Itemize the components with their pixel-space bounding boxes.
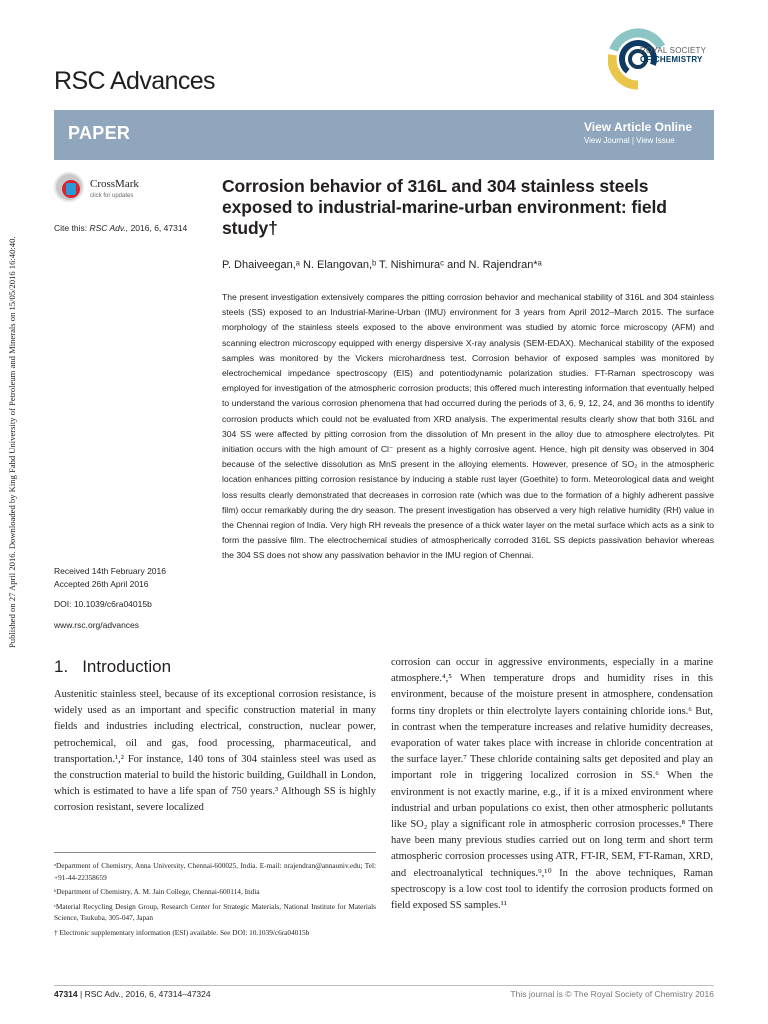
body-text-left: Austenitic stainless steel, because of its exceptional corrosion resistance, is widely used as an important and specific construction material in many fields and industries including electrical, construction, nuclear power, petrochemical, oil and gas, food processing, pharmaceutical, and transportation.¹,² For instance, 140 tons of 304 stainless steel was used as the construction material to build the historic building, Guildhall in London, which is estimated to have a life span of 750 years.³ Although SS is highly corrosion resistant, severe localized <box>54 689 376 814</box>
footer-divider <box>54 985 714 986</box>
section-heading: 1. Introduction <box>54 657 172 676</box>
page-footer-right: This journal is © The Royal Society of Chemistry 2016 <box>510 989 714 999</box>
citation: Cite this: RSC Adv., 2016, 6, 47314 <box>54 223 188 233</box>
journal-url[interactable]: www.rsc.org/advances <box>54 620 140 630</box>
footnote: ᶜMaterial Recycling Design Group, Research Center for Strategic Materials, National Institute for Materials Science, Tsukuba, 305-047, Japan <box>54 901 376 922</box>
footnote: † Electronic supplementary information (ESI) available. See DOI: 10.1039/c6ra04015b <box>54 927 310 937</box>
received-dates: Received 14th February 2016 Accepted 26th April 2016 <box>54 566 166 589</box>
crossmark-sub: click for updates <box>90 193 134 199</box>
body-text-right: corrosion can occur in aggressive environments, especially in a marine atmosphere.⁴,⁵ When temperature drops and humidity rises in this environment, because of the moisture present in atmosphere, condensation forms tiny droplets or thin electrolyte layers containing chloride ions.⁶ But, in contrast when the temperature increases and relative humidity decreases, evaporation of water takes place with increase in chloride concentration at the surface layer.⁷ These chloride containing salts get deposited and play an important role in triggering localized corrosion in SS.⁶ When the environment is not exactly marine, e.g., if it is a mixed environment where industrial and urban populations co exist, then other atmospheric pollutants like SO₂ play a significant role in atmospheric corrosion processes.⁸ There have been many previous studies carried out on long term and short term atmospheric corrosion processes using ATR, FT-IR, SEM, FT-Raman, XRD, and electroanalytical techniques.⁹,¹⁰ In the above techniques, Raman spectroscopy is a low cost tool to identify the corrosion products formed on field exposed SS samples.¹¹ <box>391 657 713 912</box>
article-type-label: PAPER <box>68 123 131 143</box>
journal-title: RSC Advances <box>54 67 215 95</box>
footnote-divider <box>54 852 376 853</box>
view-journal-issue-links[interactable]: View Journal | View Issue <box>583 136 675 145</box>
authors: P. Dhaiveegan,ᵃ N. Elangovan,ᵇ T. Nishimuraᶜ and N. Rajendran*ᵃ <box>222 259 542 271</box>
article-title: Corrosion behavior of 316L and 304 stainless steels exposed to industrial-marine-urban environment: field study† <box>222 176 667 238</box>
footnote: ᵃDepartment of Chemistry, Anna University, Chennai-600025, India. E-mail: nrajendran@annauniv.edu; Tel: +91-44-22358659 <box>54 861 376 882</box>
download-notice: Published on 27 April 2016. Downloaded by King Fahd University of Petroleum and Minerals on 15/05/2016 16:40:40. <box>7 236 17 648</box>
crossmark-button[interactable] <box>54 172 154 208</box>
doi: DOI: 10.1039/c6ra04015b <box>54 599 152 609</box>
affiliations <box>54 860 376 941</box>
crossmark-label: CrossMark <box>90 178 139 190</box>
view-article-online-link[interactable]: View Article Online <box>583 120 692 134</box>
page-footer-left: 47314 | RSC Adv., 2016, 6, 47314–47324 <box>54 989 211 999</box>
footnote: ᵇDepartment of Chemistry, A. M. Jain College, Chennai-600114, India <box>54 887 260 896</box>
crossmark-icon <box>54 172 84 202</box>
abstract: The present investigation extensively compares the pitting corrosion behavior and mechanical stability of 316L and 304 stainless steels (SS) exposed to an Industrial-Marine-Urban (IMU) environment for 3 years from April 2012–March 2015. The surface morphology of the stainless steels exposed to the above environment was studied by atomic force microscopy (AFM) and scanning electron microscopy equipped with energy dispersive X-ray analysis (SEM-EDAX). Mechanical stability of the exposed samples was monitored by the Vickers microhardness test. Corrosion behavior of exposed samples was monitored by electrochemical impedance spectroscopy (EIS) and potentiodynamic polarization studies. FT-Raman spectroscopy was employed for investigation of the atmospheric corrosion products; this offered much interesting information that eventually helped to understand the various corrosion phenomena that had occurred during the periods of 3, 6, 9, 12, 24, and 36 months to identify corrosion products which could not be evaluated from XRD analysis. The experimental results clearly show that both 316L and 304 SS were affected by pitting corrosion from the dissolution of Mn present in the alloy due to atmosphere electrolytes. Pit initiation occurs with the high amount of Cl⁻ present as a highly corrosive agent. Hence, high pit density was observed in 304 because of the selective dissolution as MnS present in the alloying elements. However, presence of SO₂ in the atmospheric location enhances pitting corrosion resistance by inducing a stable rust layer (Goethite) to form. Meteorological data and weight loss results clearly demonstrated that decreases in corrosion rate (which was due to the formation of a highly adherent passive film) occur remarkably during the dry season. The present investigation has observed a very high relative humidity (RH) value in the Chennai region of India. Very high RH reveals the presence of a thick water layer on the metal surface which acts as a sink to form the passive film. The electrochemical studies of atmospherically corroded 316L SS depicts passivation behavior whereas the 304 SS does not show any passivation behavior in the IMU region of Chennai. <box>222 292 714 561</box>
rsc-logo-text: ROYAL SOCIETY OF CHEMISTRY <box>640 46 707 64</box>
article-type-banner <box>54 110 714 160</box>
